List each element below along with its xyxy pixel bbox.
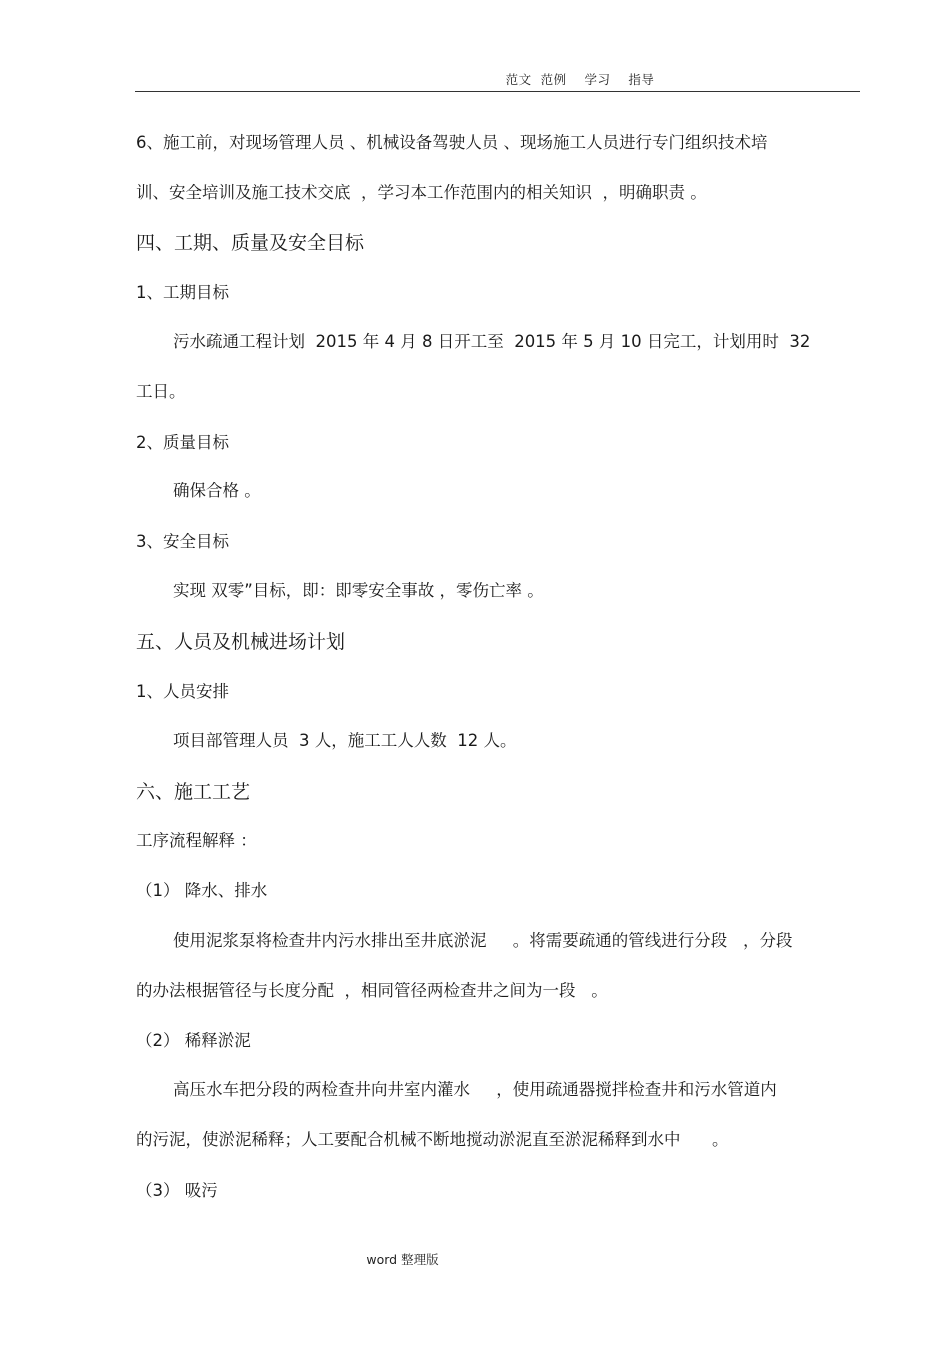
section-heading-6: 六、施工工艺 xyxy=(136,781,251,803)
safety-text: 实现 双零”目标，即：即零安全事故 ，零伤亡率 。 xyxy=(173,581,544,600)
subsection-title-safety: 3、安全目标 xyxy=(136,532,229,551)
section-heading-5: 五、人员及机械进场计划 xyxy=(136,631,346,653)
quality-text: 确保合格 。 xyxy=(173,481,261,500)
subsection-title-personnel: 1、人员安排 xyxy=(136,682,229,701)
step-2-text-line-1: 高压水车把分段的两检查井向井室内灌水 ，使用疏通器搅拌检查井和污水管道内 xyxy=(173,1080,777,1099)
step-1-text-line-1: 使用泥浆泵将检查井内污水排出至井底淤泥 。将需要疏通的管线进行分段 ，分段 xyxy=(173,931,793,950)
step-3-title: （3） 吸污 xyxy=(136,1181,218,1200)
section-heading-4: 四、工期、质量及安全目标 xyxy=(136,232,365,254)
paragraph-item-6-line-2: 训、安全培训及施工技术交底 ，学习本工作范围内的相关知识 ，明确职责 。 xyxy=(136,183,707,202)
header-divider xyxy=(135,91,860,92)
schedule-text-line-1: 污水疏通工程计划 2015 年 4 月 8 日开工至 2015 年 5 月 10 日完工，计划用时 32 xyxy=(173,332,811,351)
page-footer: word 整理版 xyxy=(366,1252,439,1267)
step-2-text-line-2: 的污泥，使淤泥稀释；人工要配合机械不断地搅动淤泥直至淤泥稀释到水中 。 xyxy=(136,1130,729,1149)
step-2-title: （2） 稀释淤泥 xyxy=(136,1031,251,1050)
personnel-text: 项目部管理人员 3 人，施工工人人数 12 人。 xyxy=(173,731,517,750)
step-1-text-line-2: 的办法根据管径与长度分配 ，相同管径两检查井之间为一段 。 xyxy=(136,981,608,1000)
page-header: 范文 范例 学习 指导 xyxy=(505,72,655,87)
process-label: 工序流程解释 ： xyxy=(136,831,257,850)
schedule-text-line-2: 工日。 xyxy=(136,382,186,401)
subsection-title-quality: 2、质量目标 xyxy=(136,433,229,452)
subsection-title-schedule: 1、工期目标 xyxy=(136,283,229,302)
paragraph-item-6-line-1: 6、施工前，对现场管理人员 、机械设备驾驶人员 、现场施工人员进行专门组织技术培 xyxy=(136,133,768,152)
step-1-title: （1） 降水、排水 xyxy=(136,881,268,900)
